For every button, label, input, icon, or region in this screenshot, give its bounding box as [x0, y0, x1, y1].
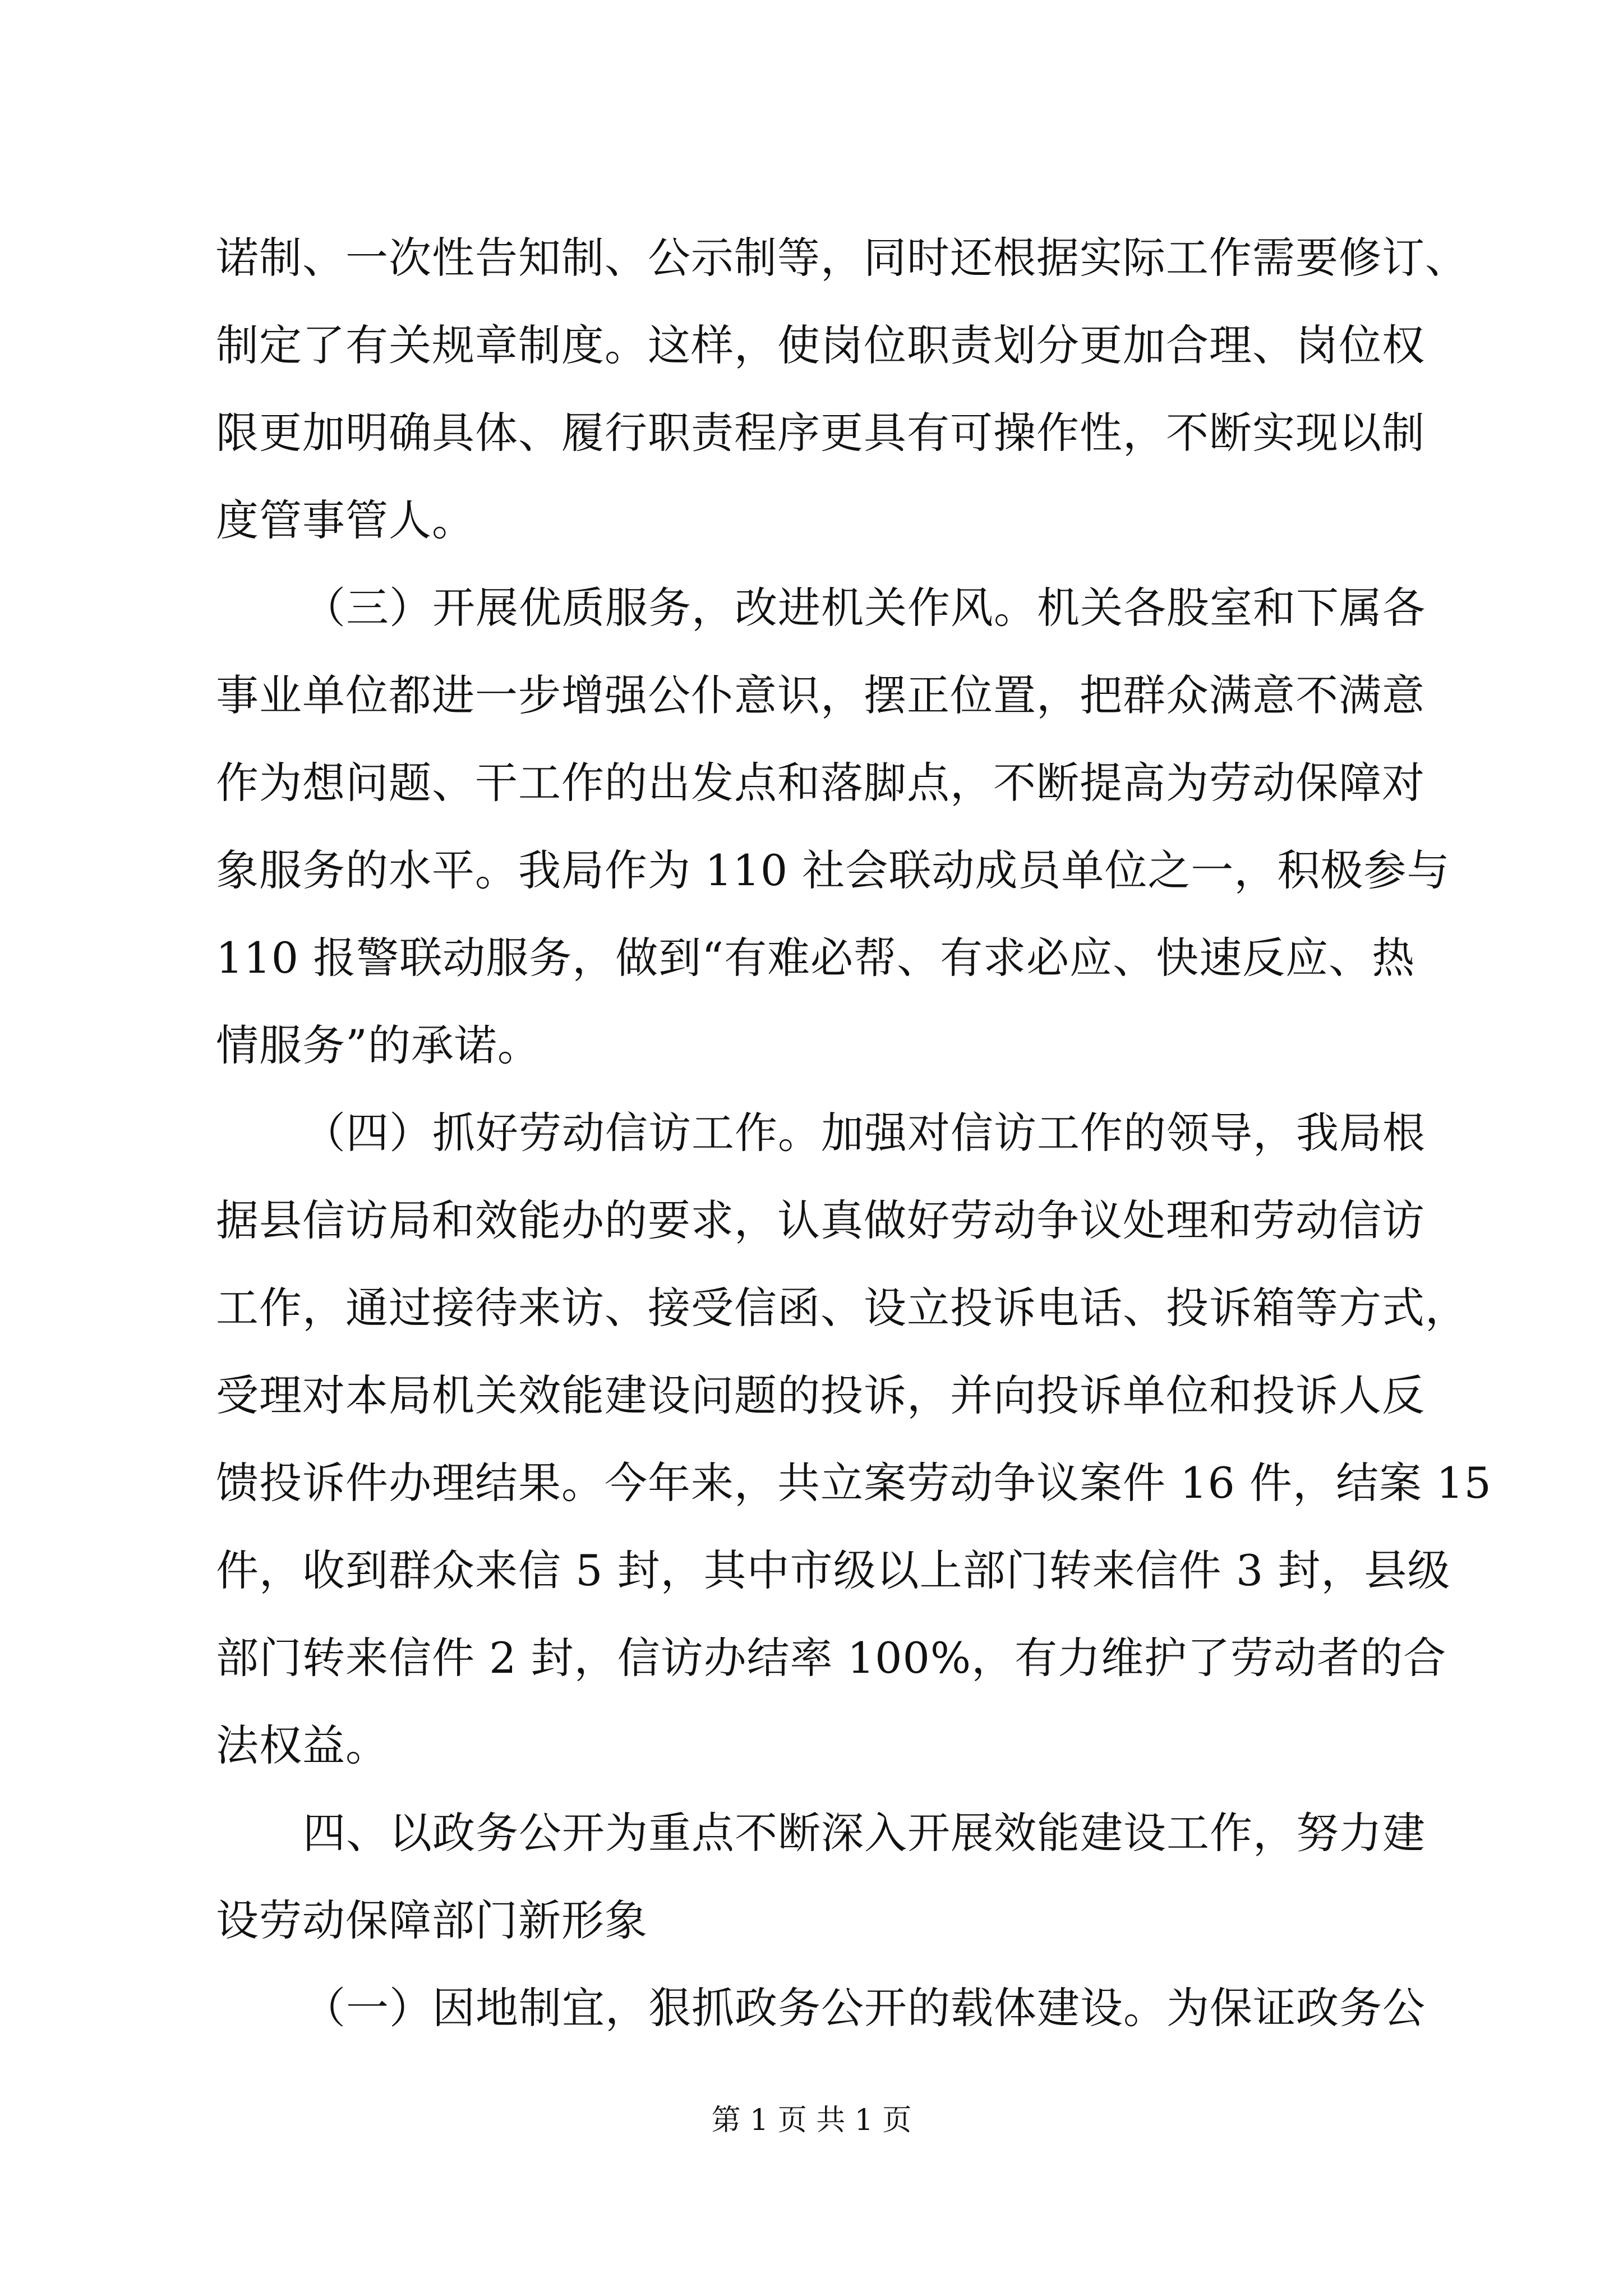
- paragraph-line: 制定了有关规章制度。这样，使岗位职责划分更加合理、岗位权: [216, 320, 1425, 370]
- paragraph-line: 法权益。: [216, 1720, 389, 1770]
- paragraph-line: 据县信访局和效能办的要求，认真做好劳动争议处理和劳动信访: [216, 1195, 1425, 1245]
- paragraph-line: 110 报警联动服务，做到“有难必帮、有求必应、快速反应、热: [216, 933, 1415, 983]
- paragraph-line: 受理对本局机关效能建设问题的投诉，并向投诉单位和投诉人反: [216, 1370, 1425, 1420]
- paragraph-line: （三）开展优质服务，改进机关作风。机关各股室和下属各: [303, 583, 1426, 633]
- paragraph-line: 事业单位都进一步增强公仆意识，摆正位置，把群众满意不满意: [216, 670, 1425, 720]
- paragraph-line: 件，收到群众来信 5 封，其中市级以上部门转来信件 3 封，县级: [216, 1545, 1451, 1595]
- section-heading-line: 四、以政务公开为重点不断深入开展效能建设工作，努力建: [303, 1808, 1426, 1858]
- paragraph-line: 工作，通过接待来访、接受信函、设立投诉电话、投诉箱等方式，: [216, 1283, 1468, 1333]
- paragraph-line: （四）抓好劳动信访工作。加强对信访工作的领导，我局根: [303, 1108, 1426, 1158]
- paragraph-line: 部门转来信件 2 封，信访办结率 100%，有力维护了劳动者的合: [216, 1633, 1447, 1683]
- paragraph-line: 诺制、一次性告知制、公示制等，同时还根据实际工作需要修订、: [216, 233, 1468, 283]
- paragraph-line: 馈投诉件办理结果。今年来，共立案劳动争议案件 16 件，结案 15: [216, 1458, 1492, 1508]
- paragraph-line: 象服务的水平。我局作为 110 社会联动成员单位之一，积极参与: [216, 845, 1450, 895]
- paragraph-line: 度管事管人。: [216, 495, 475, 545]
- paragraph-line: 限更加明确具体、履行职责程序更具有可操作性，不断实现以制: [216, 408, 1425, 458]
- paragraph-line: （一）因地制宜，狠抓政务公开的载体建设。为保证政务公: [303, 1983, 1426, 2033]
- section-heading-line: 设劳动保障部门新形象: [216, 1895, 648, 1945]
- paragraph-line: 作为想问题、干工作的出发点和落脚点，不断提高为劳动保障对: [216, 758, 1425, 808]
- page-footer: 第 1 页 共 1 页: [711, 2104, 912, 2137]
- paragraph-line: 情服务”的承诺。: [216, 1020, 541, 1070]
